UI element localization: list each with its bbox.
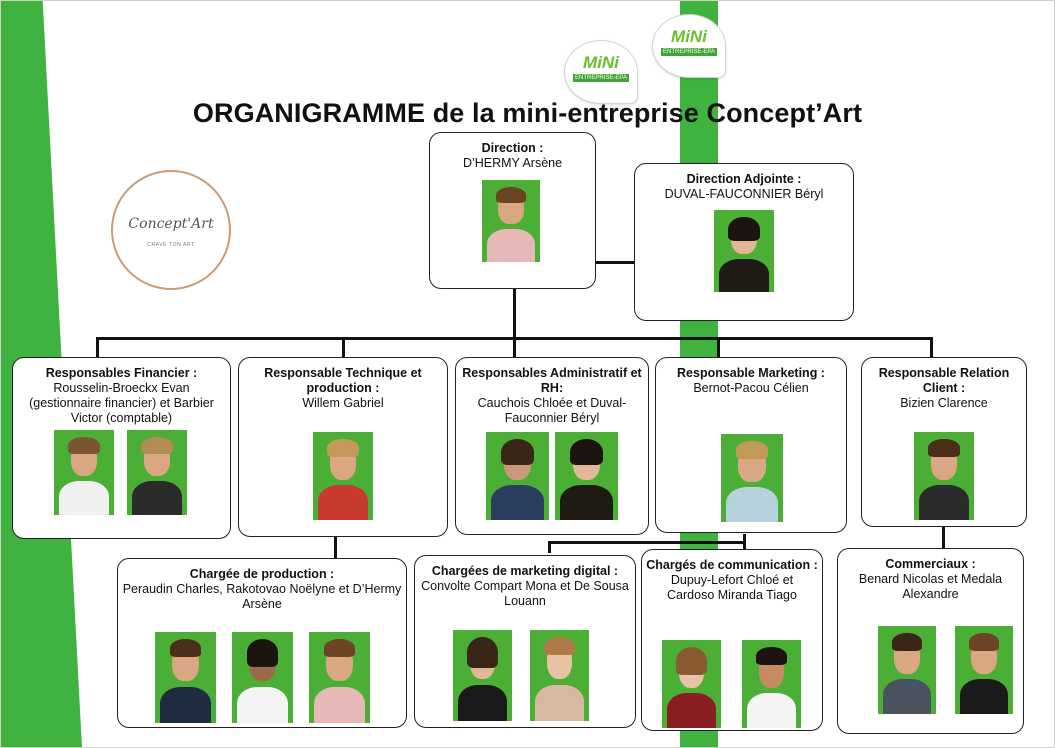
member-photo — [127, 430, 187, 515]
commerciaux-box — [837, 548, 1024, 734]
marketing-sub-horizontal — [548, 541, 744, 544]
marketing-connector — [717, 337, 720, 357]
concept-art-logo-text: Concept'Art — [128, 216, 214, 232]
member-photo — [232, 632, 293, 723]
role-label: Commerciaux : — [885, 557, 976, 571]
production-box — [117, 558, 407, 728]
communication-connector — [743, 541, 746, 549]
mini-logo-subtext: ENTREPRISE-EPA — [573, 74, 629, 82]
concept-art-logo — [111, 170, 231, 290]
financier-box — [12, 357, 231, 539]
role-label: Responsable Marketing : — [677, 366, 825, 380]
mini-logo-text: MiNi — [671, 27, 707, 46]
member-names: Dupuy-Lefort Chloé et Cardoso Miranda Tiago — [667, 573, 797, 602]
communication-box — [641, 549, 823, 731]
role-label: Responsable Technique et production : — [264, 366, 422, 395]
role-label: Responsables Financier : — [45, 366, 198, 380]
member-photo — [54, 430, 114, 515]
relation-client-box — [861, 357, 1027, 527]
member-photo — [530, 630, 589, 721]
member-photo — [155, 632, 216, 723]
role-label: Chargée de production : — [189, 567, 335, 581]
member-names: D’HERMY Arsène — [462, 156, 563, 170]
relation-connector — [930, 337, 933, 357]
direction-connector — [513, 288, 516, 338]
page-title: ORGANIGRAMME de la mini-entreprise Concept’Art — [192, 98, 863, 128]
role-label: Responsables Administratif et RH: — [462, 366, 642, 395]
financier-connector — [96, 337, 99, 357]
member-names: Peraudin Charles, Rakotovao Noëlyne et D’Hermy Arsène — [122, 582, 402, 611]
marketing-box — [655, 357, 847, 533]
digital-connector — [548, 541, 551, 553]
technique-box — [238, 357, 448, 537]
marketing-digital-box — [414, 555, 636, 728]
production-connector — [334, 536, 337, 558]
role-label: Direction : — [481, 141, 544, 155]
member-photo — [309, 632, 370, 723]
member-photo — [453, 630, 512, 721]
mini-logo-subtext: ENTREPRISE-EPA — [661, 48, 717, 56]
member-photo — [486, 432, 549, 520]
concept-art-tagline: CRAVE TON ART — [147, 242, 195, 248]
member-photo — [721, 434, 783, 522]
member-photo — [714, 210, 774, 292]
member-names: DUVAL-FAUCONNIER Béryl — [664, 187, 824, 201]
role-label: Responsable Relation Client : — [878, 366, 1010, 395]
member-photo — [662, 640, 721, 728]
member-photo — [555, 432, 618, 520]
member-photo — [482, 180, 540, 262]
adjointe-connector — [596, 261, 634, 264]
mini-entreprise-logo — [652, 14, 726, 78]
admin-box — [455, 357, 649, 535]
member-names: Bernot-Pacou Célien — [693, 381, 809, 395]
member-names: Bizien Clarence — [900, 396, 988, 410]
member-photo — [742, 640, 801, 728]
member-photo — [955, 626, 1013, 714]
mini-entreprise-logo — [564, 40, 638, 104]
adjointe-box — [634, 163, 854, 321]
technique-connector — [342, 337, 345, 357]
member-names: Rousselin-Broeckx Evan (gestionnaire financier) et Barbier Victor (comptable) — [29, 381, 214, 425]
member-photo — [914, 432, 974, 520]
member-names: Convolte Compart Mona et De Sousa Louann — [421, 579, 629, 608]
role-label: Chargés de communication : — [646, 558, 818, 572]
commerciaux-connector — [942, 526, 945, 548]
role-label: Chargées de marketing digital : — [431, 564, 619, 578]
mini-logo-text: MiNi — [583, 53, 619, 72]
member-names: Willem Gabriel — [302, 396, 384, 410]
member-photo — [878, 626, 936, 714]
admin-connector — [513, 337, 516, 357]
member-names: Benard Nicolas et Medala Alexandre — [858, 572, 1003, 601]
member-photo — [313, 432, 373, 520]
member-names: Cauchois Chloée et Duval-Fauconnier Béryl — [477, 396, 627, 425]
role-label: Direction Adjointe : — [686, 172, 802, 186]
direction-box — [429, 132, 596, 289]
